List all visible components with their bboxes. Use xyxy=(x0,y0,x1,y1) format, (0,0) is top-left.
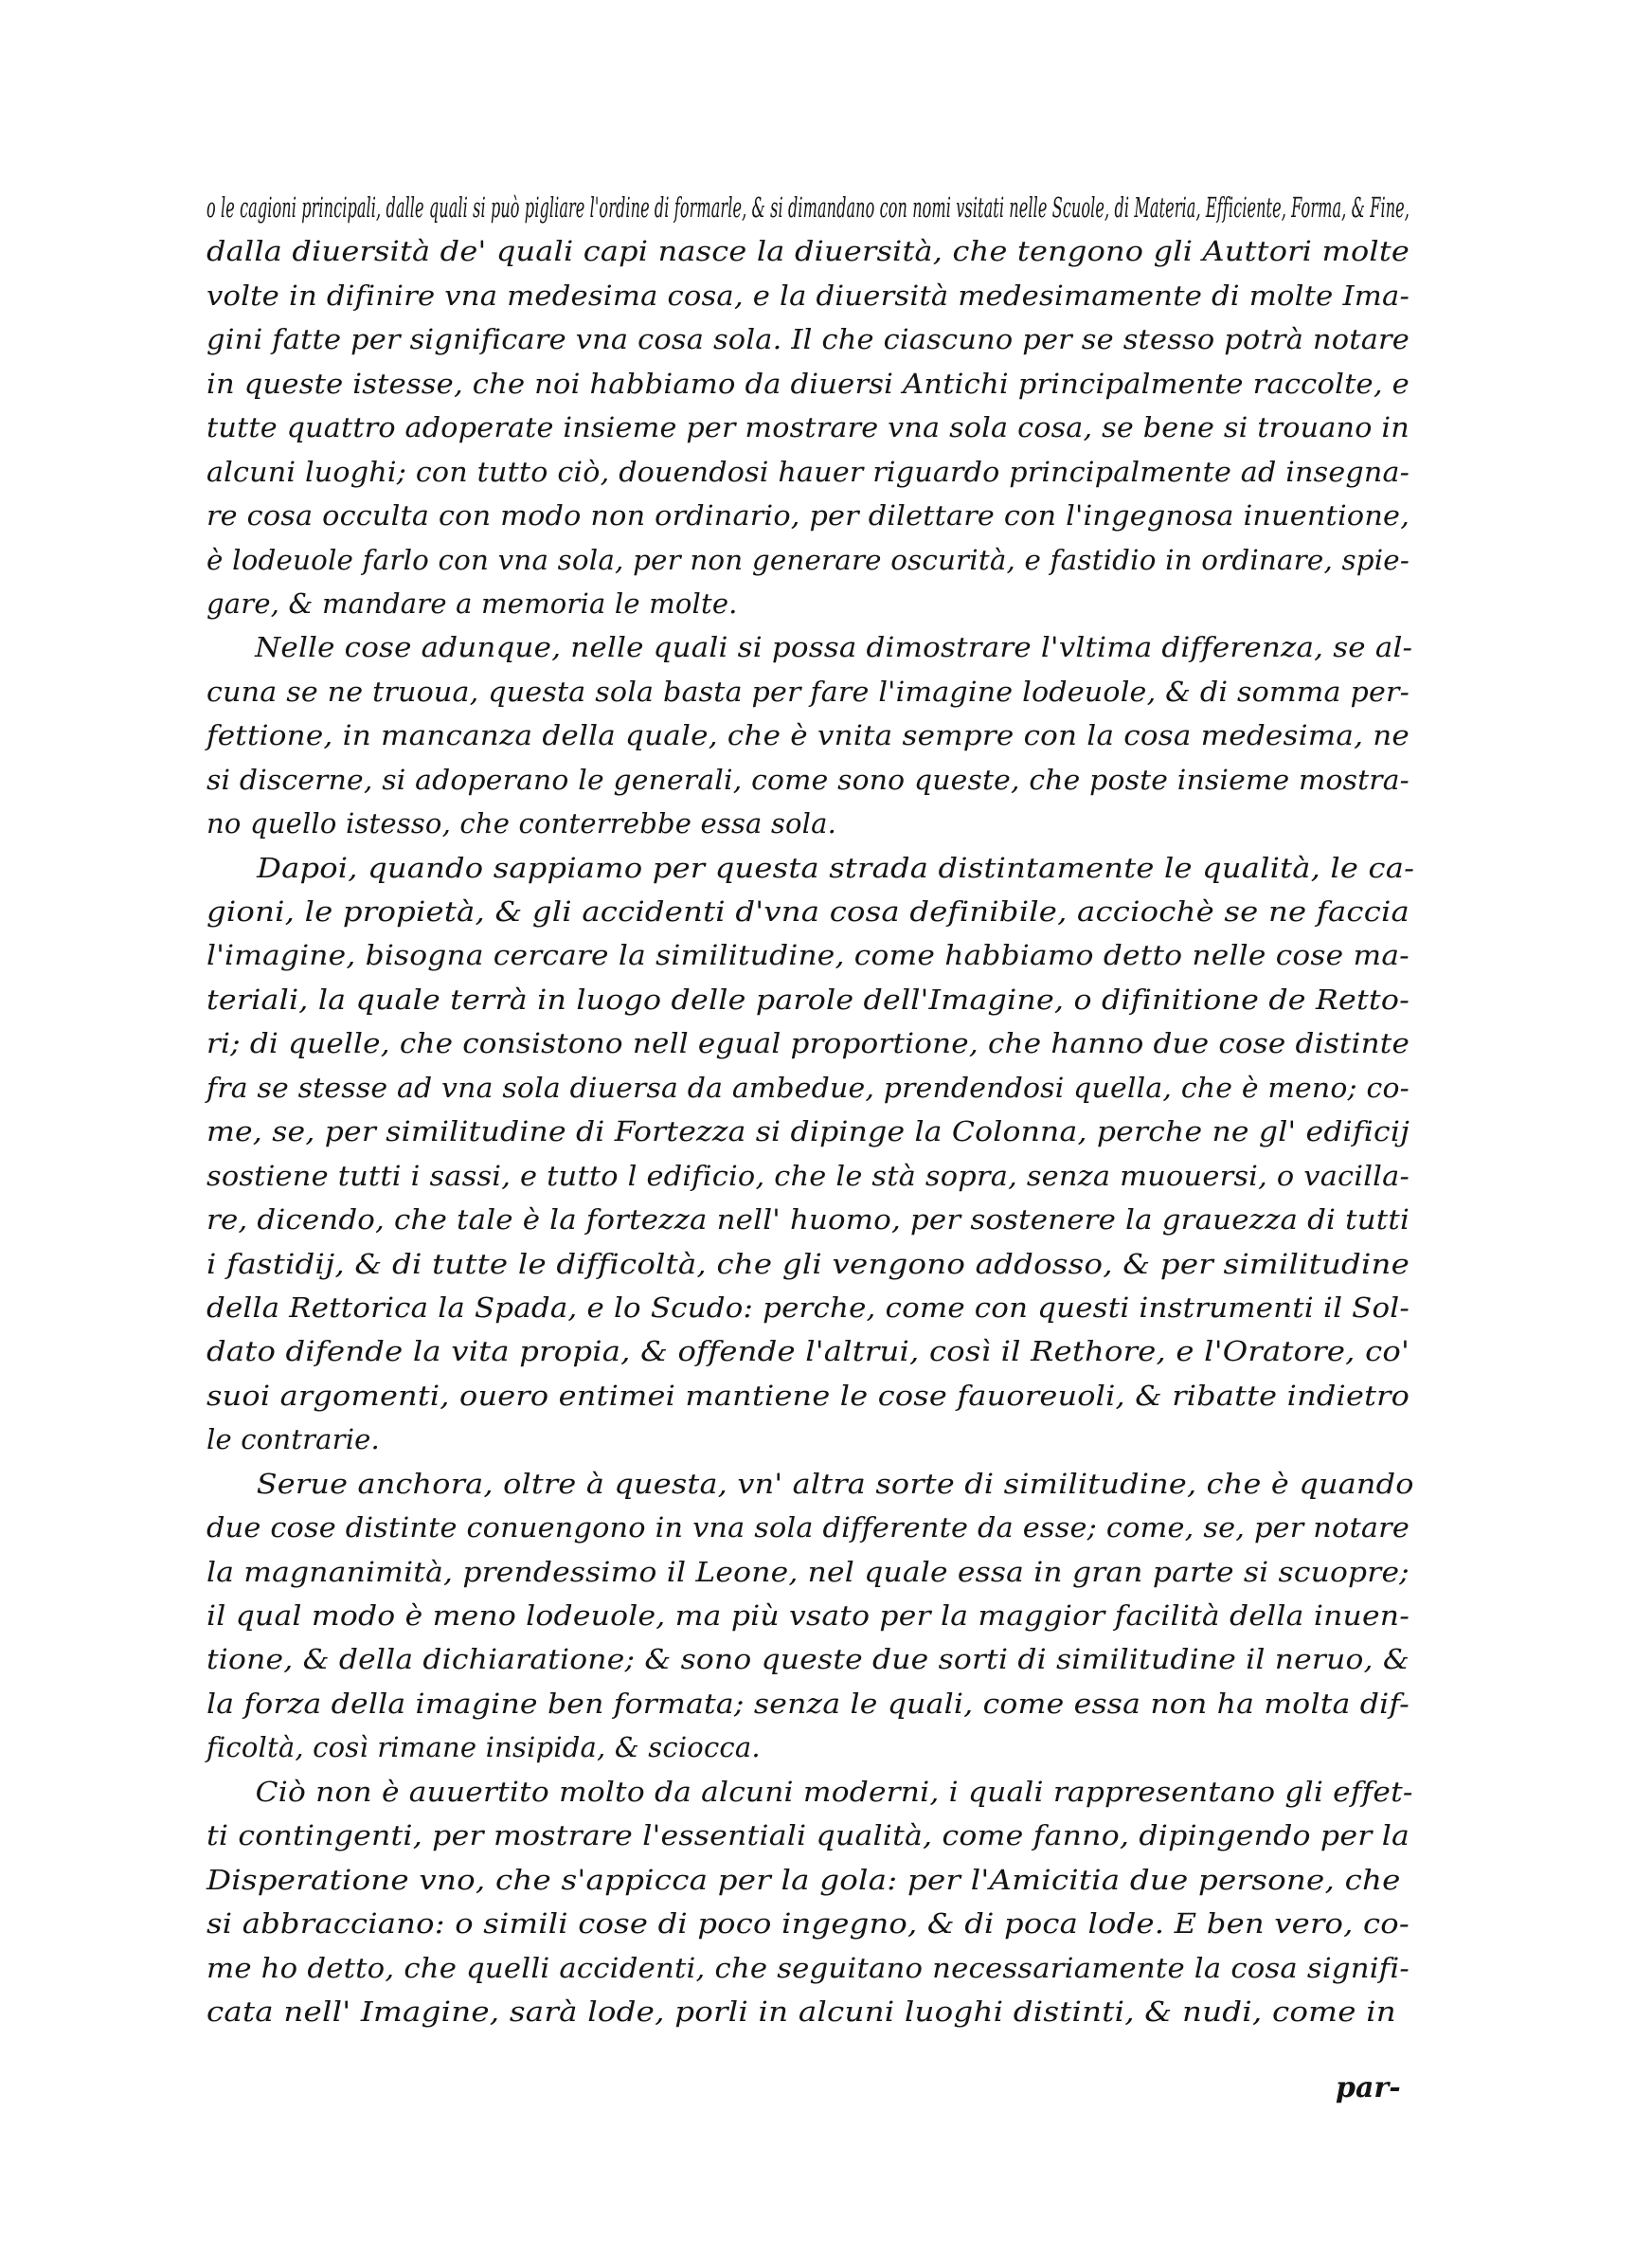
text-line: gini fatte per significare vna cosa sola. Il che ciascuno per se stesso potrà notare xyxy=(206,323,1410,356)
text-line: re cosa occulta con modo non ordinario, per dilettare con l'ingegnosa inuentione, xyxy=(206,499,1410,533)
text-line: alcuni luoghi; con tutto ciò, douendosi hauer riguardo principalmente ad insegna- xyxy=(206,455,1410,488)
text-line: i fastidij, & di tutte le difficoltà, che gli vengono addosso, & per similitudine xyxy=(206,1247,1410,1280)
text-line: me ho detto, che quelli accidenti, che seguitano necessariamente la cosa signifi- xyxy=(206,1951,1410,1984)
text-line: re, dicendo, che tale è la fortezza nell' huomo, per sostenere la grauezza di tutti xyxy=(206,1203,1410,1237)
text-line: no quello istesso, che conterrebbe essa sola. xyxy=(206,807,837,840)
text-line: le contrarie. xyxy=(206,1423,380,1456)
text-line: si abbracciano: o simili cose di poco ingegno, & di poca lode. E ben vero, co- xyxy=(206,1907,1410,1941)
text-line: dalla diuersità de' quali capi nasce la diuersità, che tengono gli Auttori molte xyxy=(206,235,1410,268)
text-line: è lodeuole farlo con vna sola, per non generare oscurità, e fastidio in ordinare, spie- xyxy=(206,543,1410,576)
text-line: ficoltà, così rimane insipida, & sciocca. xyxy=(206,1731,761,1764)
text-line: me, se, per similitudine di Fortezza si dipinge la Colonna, perche ne gl' edificij xyxy=(206,1115,1410,1148)
text-line: Nelle cose adunque, nelle quali si possa dimostrare l'vltima differenza, se al- xyxy=(255,631,1413,664)
text-line: Disperatione vno, che s'appicca per la gola: per l'Amicitia due persone, che xyxy=(206,1863,1401,1896)
text-line: della Rettorica la Spada, e lo Scudo: perche, come con questi instrumenti il Sol- xyxy=(206,1291,1410,1324)
text-line: in queste istesse, che noi habbiamo da diuersi Antichi principalmente raccolte, e xyxy=(206,367,1410,400)
text-line: tutte quattro adoperate insieme per mostrare vna sola cosa, se bene si trouano in xyxy=(206,411,1410,444)
text-line: la forza della imagine ben formata; senza le quali, come essa non ha molta dif- xyxy=(206,1687,1410,1720)
text-line: Serue anchora, oltre à questa, vn' altra sorte di similitudine, che è quando xyxy=(256,1467,1414,1500)
text-line: fra se stesse ad vna sola diuersa da ambedue, prendendosi quella, che è meno; co- xyxy=(206,1071,1410,1104)
text-line: l'imagine, bisogna cercare la similitudine, come habbiamo detto nelle cose ma- xyxy=(206,939,1410,972)
text-line: gioni, le propietà, & gli accidenti d'vna cosa definibile, acciochè se ne faccia xyxy=(206,895,1410,928)
text-line: sostiene tutti i sassi, e tutto l edificio, che le stà sopra, senza muouersi, o vacilla- xyxy=(206,1159,1410,1192)
text-block xyxy=(206,186,1415,2033)
text-line: suoi argomenti, ouero entimei mantiene le cose fauoreuoli, & ribatte indietro xyxy=(206,1379,1410,1412)
text-line: gare, & mandare a memoria le molte. xyxy=(206,587,738,620)
text-line: la magnanimità, prendessimo il Leone, nel quale essa in gran parte si scuopre; xyxy=(206,1555,1410,1588)
text-line: cata nell' Imagine, sarà lode, porli in alcuni luoghi distinti, & nudi, come in xyxy=(206,1995,1396,2028)
text-line: teriali, la quale terrà in luogo delle parole dell'Imagine, o difinitione de Retto- xyxy=(206,983,1410,1016)
text-line: Ciò non è auuertito molto da alcuni moderni, i quali rappresentano gli effet- xyxy=(255,1775,1413,1808)
text-line: ti contingenti, per mostrare l'essentiali qualità, come fanno, dipingendo per la xyxy=(206,1819,1410,1852)
text-line: cuna se ne truoua, questa sola basta per fare l'imagine lodeuole, & di somma per- xyxy=(206,675,1410,708)
text-line: ri; di quelle, che consistono nell egual proportione, che hanno due cose distinte xyxy=(206,1027,1410,1060)
text-line: il qual modo è meno lodeuole, ma più vsato per la maggior facilità della inuen- xyxy=(206,1599,1410,1632)
text-line: volte in difinire vna medesima cosa, e la diuersità medesimamente di molte Ima- xyxy=(206,279,1410,312)
catchword: par- xyxy=(1336,2071,1401,2104)
text-line: o le cagioni principali, dalle quali si può pigliare l'ordine di formarle, & si dimandano con nomi vsitati nelle Scuole, di Materia, Efficiente, Forma, & Fine, xyxy=(206,191,1410,224)
text-line: tione, & della dichiaratione; & sono queste due sorti di similitudine il neruo, & xyxy=(206,1643,1410,1676)
text-line: si discerne, si adoperano le generali, come sono queste, che poste insieme mostra- xyxy=(206,763,1410,796)
text-line: Dapoi, quando sappiamo per questa strada distintamente le qualità, le ca- xyxy=(257,851,1415,884)
text-line: dato difende la vita propia, & offende l'altrui, così il Rethore, e l'Oratore, co' xyxy=(206,1335,1410,1368)
text-line: fettione, in mancanza della quale, che è vnita sempre con la cosa medesima, ne xyxy=(206,719,1410,752)
text-line: due cose distinte conuengono in vna sola differente da esse; come, se, per notare xyxy=(206,1511,1410,1544)
